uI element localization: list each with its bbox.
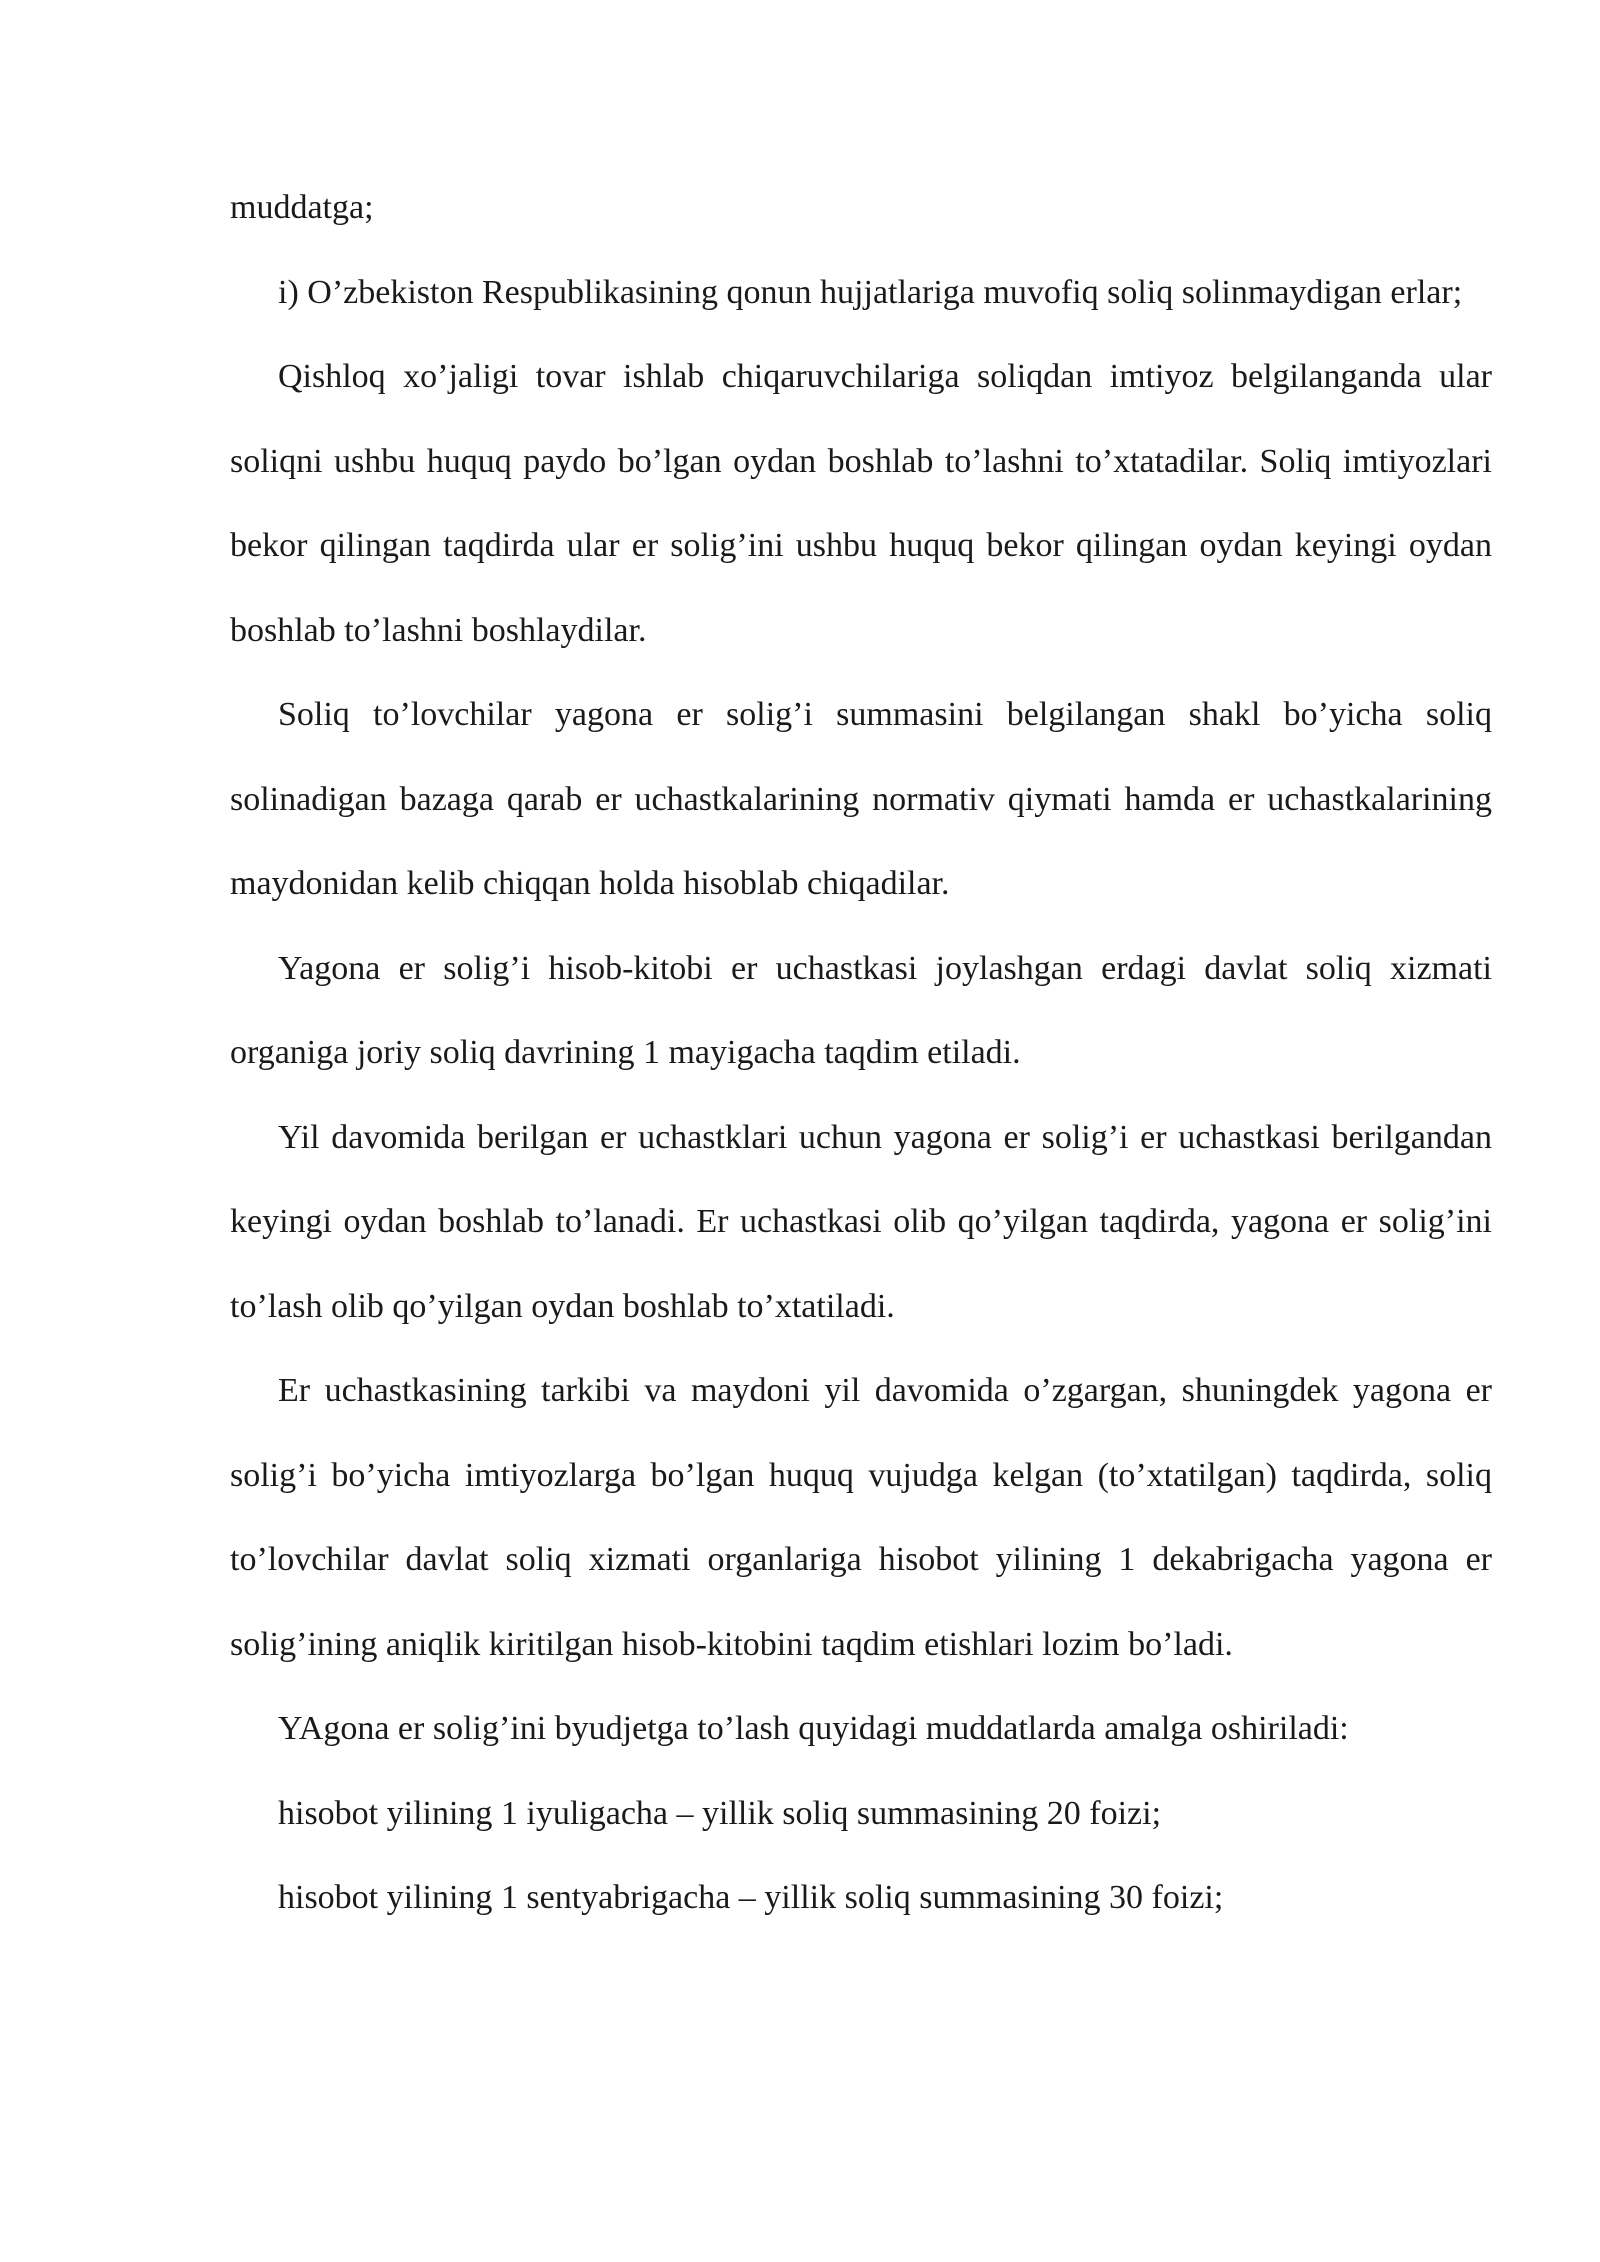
paragraph-payment-terms: YAgona er solig’ini byudjetga to’lash quyidagi muddatlarda amalga oshiriladi: (278, 1710, 1349, 1747)
paragraph-payment-july: hisobot yilining 1 iyuligacha – yillik soliq summasining 20 foizi; (278, 1794, 1162, 1832)
paragraph-submission-deadline: Yagona er solig’i hisob-kitobi er uchastkasi joylashgan erdagi davlat soliq xizmati organiga joriy soliq davrining 1 mayigacha taqdim etiladi. (230, 949, 1492, 1071)
paragraph-land-changes: Er uchastkasining tarkibi va maydoni yil davomida o’zgargan, shuningdek yagona er solig’i bo’yicha imtiyozlarga bo’lgan huquq vujudga kelgan (to’xtatilgan) taqdirda, soliq to’lovchilar davlat soliq xizmati organlariga hisobot yilining 1 dekabrigacha yagona er solig’ining aniqlik kiritilgan hisob-kitobini taqdim etishlari lozim bo’ladi. (230, 1372, 1492, 1663)
paragraph-payment-september: hisobot yilining 1 sentyabrigacha – yillik soliq summasining 30 foizi; (278, 1879, 1224, 1916)
paragraph-item-i: i) O’zbekiston Respublikasining qonun hujjatlariga muvofiq soliq solinmaydigan erlar; (278, 273, 1463, 311)
paragraph-continuation: muddatga; (230, 189, 374, 226)
paragraph-land-allocation: Yil davomida berilgan er uchastklari uchun yagona er solig’i er uchastkasi berilgandan keyingi oydan boshlab to’lanadi. Er uchastkasi olib qo’yilgan taqdirda, yagona er solig’ini to’lash olib qo’yilgan oydan boshlab to’xtatiladi. (230, 1118, 1492, 1325)
paragraph-agricultural-exemption: Qishloq xo’jaligi tovar ishlab chiqaruvchilariga soliqdan imtiyoz belgilanganda ular soliqni ushbu huquq paydo bo’lgan oydan boshlab to’lashni to’xtatadilar. Soliq imtiyozlari bekor qilingan taqdirda ular er solig’ini ushbu huquq bekor qilingan oydan keyingi oydan boshlab to’lashni boshlaydilar. (230, 358, 1492, 649)
paragraph-tax-calculation: Soliq to’lovchilar yagona er solig’i summasini belgilangan shakl bo’yicha soliq solinadigan bazaga qarab er uchastkalarining normativ qiymati hamda er uchastkalarining maydonidan kelib chiqqan holda hisoblab chiqadilar. (230, 696, 1492, 902)
document-page (230, 166, 1492, 1941)
